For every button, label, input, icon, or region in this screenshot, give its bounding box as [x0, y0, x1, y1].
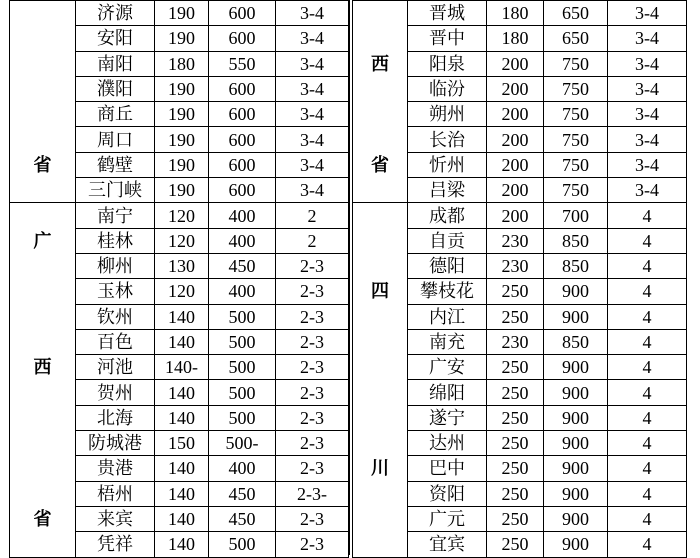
price-cell: 200 [487, 178, 544, 203]
province-cell [353, 532, 408, 557]
price-cell: 190 [155, 76, 209, 101]
city-cell: 河池 [76, 355, 155, 380]
price-cell: 200 [487, 102, 544, 127]
price-cell: 190 [155, 178, 209, 203]
price-cell: 140 [155, 481, 209, 506]
table-row [10, 532, 349, 557]
grade-cell: 3-4 [608, 178, 687, 203]
salary-cell: 900 [544, 506, 608, 531]
salary-cell: 450 [209, 506, 276, 531]
city-cell: 贺州 [76, 380, 155, 405]
city-cell: 巴中 [408, 456, 487, 481]
price-cell: 230 [487, 253, 544, 278]
table-row [10, 481, 349, 506]
city-cell: 南充 [408, 329, 487, 354]
province-cell [353, 253, 408, 278]
price-cell: 180 [487, 1, 544, 26]
price-cell: 200 [487, 152, 544, 177]
province-cell [10, 76, 76, 101]
province-cell [353, 304, 408, 329]
city-cell: 绵阳 [408, 380, 487, 405]
grade-cell: 3-4 [608, 102, 687, 127]
province-cell [10, 431, 76, 456]
table-row [353, 329, 687, 354]
city-cell: 宜宾 [408, 532, 487, 557]
salary-cell: 500- [209, 431, 276, 456]
province-cell: 省 [353, 152, 408, 177]
city-cell: 长治 [408, 127, 487, 152]
grade-cell: 2-3- [276, 481, 349, 506]
price-cell: 250 [487, 431, 544, 456]
province-cell [10, 26, 76, 51]
province-cell [353, 26, 408, 51]
salary-cell: 900 [544, 431, 608, 456]
city-cell: 防城港 [76, 431, 155, 456]
province-cell [10, 304, 76, 329]
price-cell: 190 [155, 26, 209, 51]
price-cell: 150 [155, 431, 209, 456]
grade-cell: 3-4 [608, 51, 687, 76]
province-cell: 西 [353, 51, 408, 76]
grade-cell: 4 [608, 380, 687, 405]
salary-cell: 750 [544, 51, 608, 76]
city-cell: 贵港 [76, 456, 155, 481]
salary-cell: 850 [544, 253, 608, 278]
price-cell: 230 [487, 329, 544, 354]
salary-cell: 450 [209, 253, 276, 278]
salary-cell: 600 [209, 152, 276, 177]
city-cell: 南阳 [76, 51, 155, 76]
table-row [10, 380, 349, 405]
price-cell: 250 [487, 355, 544, 380]
city-cell: 百色 [76, 329, 155, 354]
table-row [353, 380, 687, 405]
table-row [353, 532, 687, 557]
grade-cell: 4 [608, 279, 687, 304]
city-cell: 忻州 [408, 152, 487, 177]
grade-cell: 4 [608, 532, 687, 557]
province-cell [353, 228, 408, 253]
city-cell: 三门峡 [76, 178, 155, 203]
province-cell: 省 [10, 152, 76, 177]
table-row [353, 152, 687, 177]
left-price-table [9, 0, 349, 558]
table-row [353, 279, 687, 304]
grade-cell: 4 [608, 456, 687, 481]
table-row [10, 152, 349, 177]
salary-cell: 600 [209, 178, 276, 203]
city-cell: 德阳 [408, 253, 487, 278]
table-row [10, 329, 349, 354]
table-row [10, 102, 349, 127]
province-cell [10, 279, 76, 304]
price-cell: 250 [487, 405, 544, 430]
city-cell: 达州 [408, 431, 487, 456]
grade-cell: 4 [608, 355, 687, 380]
province-cell [10, 532, 76, 557]
table-row [10, 26, 349, 51]
salary-cell: 600 [209, 1, 276, 26]
grade-cell: 4 [608, 506, 687, 531]
price-cell: 180 [487, 26, 544, 51]
salary-cell: 500 [209, 304, 276, 329]
salary-cell: 600 [209, 102, 276, 127]
province-cell: 省 [10, 506, 76, 531]
table-row [10, 431, 349, 456]
province-cell [10, 380, 76, 405]
table-row [10, 279, 349, 304]
table-row [10, 304, 349, 329]
city-cell: 临汾 [408, 76, 487, 101]
province-cell [353, 506, 408, 531]
grade-cell: 2-3 [276, 431, 349, 456]
grade-cell: 2-3 [276, 405, 349, 430]
salary-cell: 650 [544, 26, 608, 51]
salary-cell: 900 [544, 405, 608, 430]
table-row [10, 355, 349, 380]
price-cell: 120 [155, 228, 209, 253]
table-row [353, 102, 687, 127]
price-cell: 180 [155, 51, 209, 76]
grade-cell: 3-4 [608, 76, 687, 101]
table-separator [349, 0, 350, 555]
salary-cell: 900 [544, 380, 608, 405]
province-cell [353, 405, 408, 430]
grade-cell: 2 [276, 228, 349, 253]
table-row [353, 76, 687, 101]
province-cell [10, 405, 76, 430]
grade-cell: 3-4 [608, 152, 687, 177]
city-cell: 濮阳 [76, 76, 155, 101]
table-row [10, 228, 349, 253]
city-cell: 鹤壁 [76, 152, 155, 177]
province-cell [353, 178, 408, 203]
city-cell: 广安 [408, 355, 487, 380]
salary-cell: 900 [544, 355, 608, 380]
salary-cell: 600 [209, 26, 276, 51]
province-cell [10, 253, 76, 278]
salary-cell: 750 [544, 127, 608, 152]
salary-cell: 600 [209, 76, 276, 101]
table-row [353, 355, 687, 380]
grade-cell: 4 [608, 304, 687, 329]
salary-cell: 750 [544, 102, 608, 127]
salary-cell: 400 [209, 203, 276, 228]
grade-cell: 3-4 [276, 127, 349, 152]
table-row [353, 253, 687, 278]
city-cell: 吕梁 [408, 178, 487, 203]
price-cell: 250 [487, 481, 544, 506]
province-cell [353, 329, 408, 354]
province-cell [10, 51, 76, 76]
salary-cell: 400 [209, 228, 276, 253]
city-cell: 晋中 [408, 26, 487, 51]
price-cell: 140 [155, 532, 209, 557]
province-cell [10, 456, 76, 481]
price-cell: 200 [487, 76, 544, 101]
table-row [353, 304, 687, 329]
salary-cell: 900 [544, 532, 608, 557]
table-row [353, 178, 687, 203]
grade-cell: 3-4 [276, 102, 349, 127]
salary-cell: 900 [544, 481, 608, 506]
table-row [10, 1, 349, 26]
salary-cell: 500 [209, 532, 276, 557]
salary-cell: 850 [544, 228, 608, 253]
province-cell [353, 380, 408, 405]
grade-cell: 4 [608, 253, 687, 278]
grade-cell: 2-3 [276, 506, 349, 531]
grade-cell: 4 [608, 481, 687, 506]
table-row [353, 481, 687, 506]
city-cell: 内江 [408, 304, 487, 329]
province-cell [353, 355, 408, 380]
table-row [353, 51, 687, 76]
grade-cell: 4 [608, 228, 687, 253]
province-cell [10, 203, 76, 228]
city-cell: 自贡 [408, 228, 487, 253]
grade-cell: 2-3 [276, 253, 349, 278]
price-cell: 190 [155, 152, 209, 177]
province-cell [10, 1, 76, 26]
table-row [353, 405, 687, 430]
city-cell: 来宾 [76, 506, 155, 531]
grade-cell: 3-4 [276, 26, 349, 51]
table-row [10, 178, 349, 203]
price-cell: 230 [487, 228, 544, 253]
province-cell [353, 431, 408, 456]
province-cell [353, 203, 408, 228]
city-cell: 朔州 [408, 102, 487, 127]
grade-cell: 4 [608, 405, 687, 430]
city-cell: 玉林 [76, 279, 155, 304]
city-cell: 资阳 [408, 481, 487, 506]
price-cell: 190 [155, 102, 209, 127]
price-cell: 130 [155, 253, 209, 278]
price-cell: 140 [155, 456, 209, 481]
price-cell: 250 [487, 304, 544, 329]
price-cell: 250 [487, 506, 544, 531]
salary-cell: 700 [544, 203, 608, 228]
grade-cell: 4 [608, 329, 687, 354]
table-row [10, 127, 349, 152]
salary-cell: 500 [209, 355, 276, 380]
price-cell: 140 [155, 304, 209, 329]
table-row [353, 203, 687, 228]
table-row [353, 26, 687, 51]
price-cell: 250 [487, 532, 544, 557]
city-cell: 北海 [76, 405, 155, 430]
city-cell: 遂宁 [408, 405, 487, 430]
province-cell: 四 [353, 279, 408, 304]
table-row [10, 76, 349, 101]
table-row [10, 51, 349, 76]
salary-cell: 500 [209, 329, 276, 354]
table-row [10, 506, 349, 531]
grade-cell: 3-4 [276, 1, 349, 26]
city-cell: 梧州 [76, 481, 155, 506]
price-cell: 120 [155, 279, 209, 304]
table-row [10, 253, 349, 278]
province-cell: 川 [353, 456, 408, 481]
right-price-table [352, 0, 687, 558]
city-cell: 安阳 [76, 26, 155, 51]
salary-cell: 900 [544, 456, 608, 481]
city-cell: 阳泉 [408, 51, 487, 76]
table-row [353, 506, 687, 531]
price-cell: 200 [487, 127, 544, 152]
city-cell: 成都 [408, 203, 487, 228]
grade-cell: 3-4 [276, 178, 349, 203]
grade-cell: 2-3 [276, 304, 349, 329]
grade-cell: 4 [608, 431, 687, 456]
grade-cell: 3-4 [608, 127, 687, 152]
province-cell [10, 178, 76, 203]
grade-cell: 4 [608, 203, 687, 228]
price-cell: 200 [487, 51, 544, 76]
province-cell [353, 102, 408, 127]
city-cell: 凭祥 [76, 532, 155, 557]
province-cell: 西 [10, 355, 76, 380]
province-cell [10, 329, 76, 354]
province-cell [353, 1, 408, 26]
salary-cell: 750 [544, 76, 608, 101]
price-cell: 140- [155, 355, 209, 380]
salary-cell: 500 [209, 405, 276, 430]
grade-cell: 2 [276, 203, 349, 228]
grade-cell: 2-3 [276, 329, 349, 354]
grade-cell: 3-4 [608, 1, 687, 26]
city-cell: 晋城 [408, 1, 487, 26]
grade-cell: 3-4 [276, 51, 349, 76]
left-table-body [10, 1, 349, 558]
grade-cell: 2-3 [276, 532, 349, 557]
city-cell: 钦州 [76, 304, 155, 329]
table-row [353, 228, 687, 253]
province-cell [353, 76, 408, 101]
right-table-body [353, 1, 687, 558]
table-row [353, 431, 687, 456]
city-cell: 柳州 [76, 253, 155, 278]
salary-cell: 400 [209, 456, 276, 481]
city-cell: 商丘 [76, 102, 155, 127]
city-cell: 桂林 [76, 228, 155, 253]
salary-cell: 900 [544, 279, 608, 304]
salary-cell: 500 [209, 380, 276, 405]
table-row [10, 405, 349, 430]
grade-cell: 2-3 [276, 355, 349, 380]
grade-cell: 3-4 [608, 26, 687, 51]
salary-cell: 750 [544, 152, 608, 177]
salary-cell: 850 [544, 329, 608, 354]
grade-cell: 2-3 [276, 456, 349, 481]
salary-cell: 900 [544, 304, 608, 329]
salary-cell: 400 [209, 279, 276, 304]
city-cell: 攀枝花 [408, 279, 487, 304]
table-row [10, 203, 349, 228]
province-cell [10, 127, 76, 152]
salary-cell: 650 [544, 1, 608, 26]
grade-cell: 3-4 [276, 152, 349, 177]
grade-cell: 3-4 [276, 76, 349, 101]
city-cell: 广元 [408, 506, 487, 531]
grade-cell: 2-3 [276, 380, 349, 405]
price-cell: 140 [155, 380, 209, 405]
salary-cell: 450 [209, 481, 276, 506]
province-cell [353, 127, 408, 152]
city-cell: 南宁 [76, 203, 155, 228]
province-cell [10, 102, 76, 127]
province-cell: 广 [10, 228, 76, 253]
salary-cell: 600 [209, 127, 276, 152]
table-row [353, 456, 687, 481]
price-cell: 140 [155, 405, 209, 430]
salary-cell: 750 [544, 178, 608, 203]
price-cell: 140 [155, 506, 209, 531]
price-cell: 250 [487, 456, 544, 481]
price-cell: 250 [487, 380, 544, 405]
grade-cell: 2-3 [276, 279, 349, 304]
city-cell: 济源 [76, 1, 155, 26]
price-cell: 140 [155, 329, 209, 354]
price-cell: 200 [487, 203, 544, 228]
province-cell [353, 481, 408, 506]
table-row [353, 127, 687, 152]
province-cell [10, 481, 76, 506]
city-cell: 周口 [76, 127, 155, 152]
price-cell: 250 [487, 279, 544, 304]
table-row [10, 456, 349, 481]
price-cell: 120 [155, 203, 209, 228]
table-row [353, 1, 687, 26]
price-cell: 190 [155, 1, 209, 26]
salary-cell: 550 [209, 51, 276, 76]
price-cell: 190 [155, 127, 209, 152]
